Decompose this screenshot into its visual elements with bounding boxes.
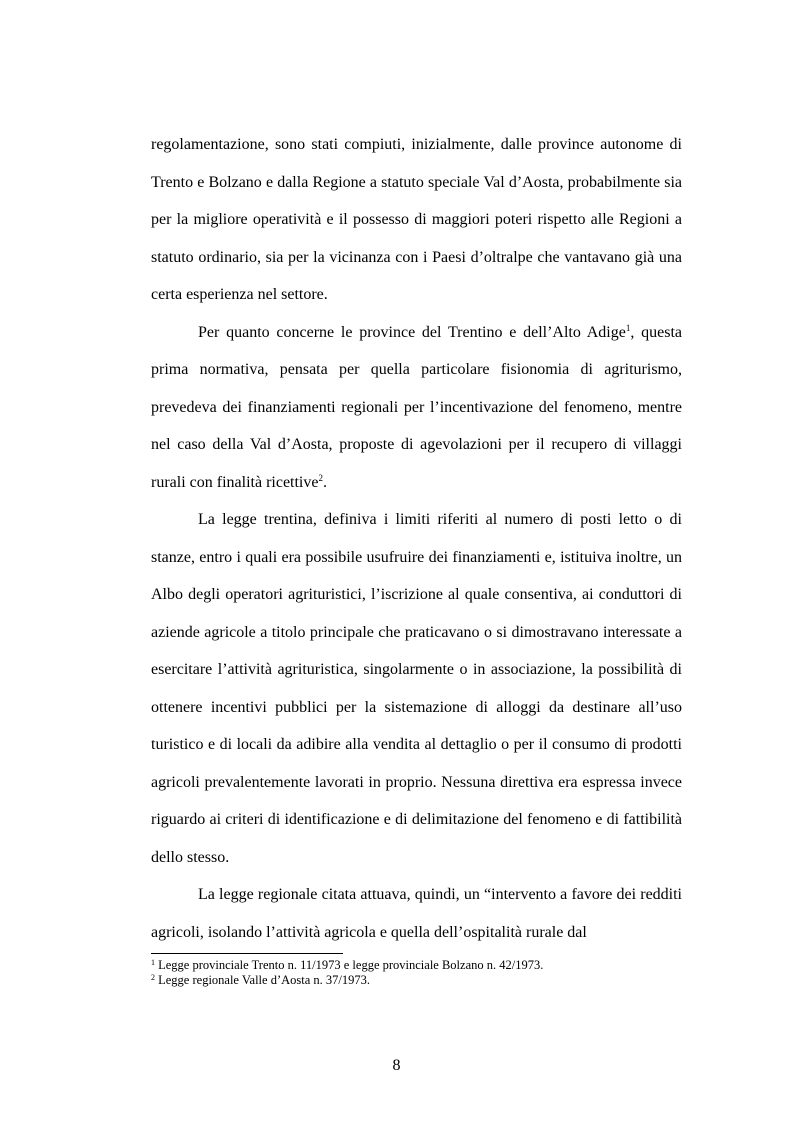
footnote (151, 958, 682, 973)
paragraph-text: , questa prima normativa, pensata per quella particolare fisionomia di agriturismo, prevedeva dei finanziamenti regionali per l’incentivazione del fenomeno, mentre nel caso della Val d’Aosta, proposte di agevolazioni per il recupero di villaggi rurali con finalità ricettive (151, 323, 682, 491)
paragraph (151, 501, 682, 876)
footnote-number: 2 (151, 973, 155, 982)
paragraph-text: La legge trentina, definiva i limiti riferiti al numero di posti letto o di stanze, entro i quali era possibile usufruire dei finanziamenti e, istituiva inoltre, un Albo degli operatori agrituristici, l’iscrizione al quale consentiva, ai conduttori di aziende agricole a titolo principale che praticavano o si dimostravano interessate a esercitare l’attività agrituristica, singolarmente o in associazione, la possibilità di ottenere incentivi pubblici per la sistemazione di alloggi da destinare all’uso turistico e di locali da adibire alla vendita al dettaglio o per il consumo di prodotti agricoli prevalentemente lavorati in proprio. Nessuna direttiva era espressa invece riguardo ai criteri di identificazione e di delimitazione del fenomeno e di fattibilità dello stesso. (151, 511, 682, 866)
footnote-number: 1 (151, 958, 155, 967)
paragraph-text: regolamentazione, sono stati compiuti, inizialmente, dalle province autonome di Trento e Bolzano e dalla Regione a statuto speciale Val d’Aosta, probabilmente sia per la migliore operatività e il possesso di maggiori poteri rispetto alle Regioni a statuto ordinario, sia per la vicinanza con i Paesi d’oltralpe che vantavano già una certa esperienza nel settore. (151, 136, 682, 303)
footnote-text: Legge provinciale Trento n. 11/1973 e legge provinciale Bolzano n. 42/1973. (158, 958, 544, 972)
footnote-reference: 2 (318, 472, 323, 483)
footnote-text: Legge regionale Valle d’Aosta n. 37/1973. (158, 973, 370, 987)
paragraph (151, 876, 682, 951)
footnote-reference: 1 (625, 322, 631, 333)
paragraph-text: Per quanto concerne le province del Trentino e dell’Alto Adige (198, 323, 626, 341)
footnote-separator (151, 953, 343, 954)
body-text (151, 126, 682, 951)
paragraph (151, 314, 682, 502)
paragraph-text: . (322, 473, 327, 491)
footnotes (151, 958, 682, 988)
footnote (151, 973, 682, 988)
paragraph-text: La legge regionale citata attuava, quindi, un “intervento a favore dei redditi agricoli, isolando l’attività agricola e quella dell’ospitalità rurale dal (151, 886, 682, 941)
page-number: 8 (392, 1057, 401, 1074)
paragraph (151, 126, 682, 314)
